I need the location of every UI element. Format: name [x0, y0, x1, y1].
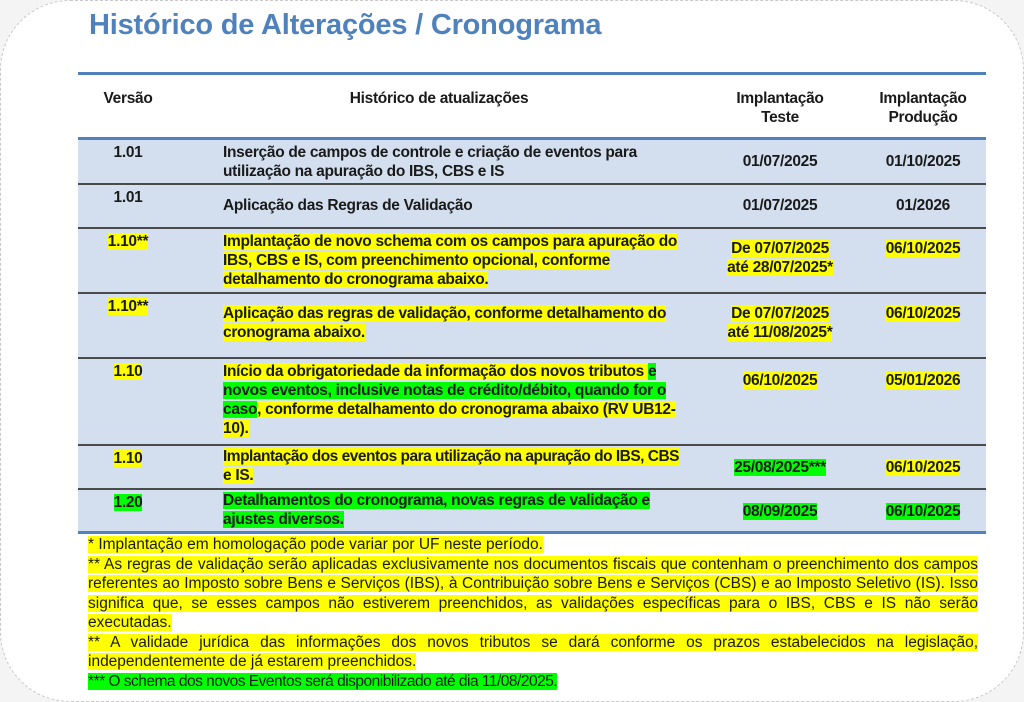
header-implantacao-producao: Implantação Produção: [879, 90, 967, 126]
footnote-3: ** A validade jurídica das informações dos novos tributos se dará conforme os prazos estabelecidos na legislação, independentemente de já estarem preenchidos.: [88, 633, 978, 670]
cell-producao: 06/10/2025: [885, 239, 961, 257]
cell-versao: 1.10**: [107, 232, 149, 250]
cell-versao: 1.01: [113, 188, 143, 206]
table-row: [78, 489, 986, 533]
page-title: Histórico de Alterações / Cronograma: [89, 9, 602, 41]
table-header-row: [78, 74, 986, 139]
table-row: [78, 228, 986, 293]
cell-historico: Detalhamentos do cronograma, novas regras de validação e ajustes diversos.: [223, 491, 650, 528]
cell-historico: Aplicação das regras de validação, conforme detalhamento do cronograma abaixo.: [223, 304, 667, 341]
cell-teste: 08/09/2025: [742, 502, 818, 520]
cell-versao: 1.10**: [107, 297, 149, 315]
header-versao: Versão: [103, 90, 153, 107]
cell-producao: 01/2026: [896, 197, 950, 214]
cell-versao: 1.10: [113, 449, 143, 467]
cell-historico: Início da obrigatoriedade da informação dos novos tributos e novos eventos, inclusive notas de crédito/débito, quando for o caso, conforme detalhamento do cronograma abaixo (RV UB12- 10).: [223, 362, 676, 437]
cell-teste: 25/08/2025***: [734, 459, 826, 476]
cell-producao: 06/10/2025: [885, 304, 961, 322]
cell-teste: 06/10/2025: [742, 371, 818, 389]
footnote-1: * Implantação em homologação pode variar por UF neste período.: [88, 536, 543, 553]
table-row: [78, 184, 986, 228]
cell-teste: De 07/07/2025 até 28/07/2025*: [727, 239, 833, 276]
header-historico: Histórico de atualizações: [349, 90, 529, 107]
cell-historico: Implantação de novo schema com os campos para apuração do IBS, CBS e IS, com preenchimento opcional, conforme detalhamento do cronograma abaixo.: [223, 232, 678, 288]
cell-historico: Aplicação das Regras de Validação: [223, 197, 473, 214]
table-row: [78, 445, 986, 489]
table-row: [78, 139, 986, 184]
table-row: [78, 358, 986, 445]
cell-producao: 06/10/2025: [885, 459, 961, 476]
table-row: [78, 293, 986, 358]
header-implantacao-teste: Implantação Teste: [736, 90, 824, 126]
cell-versao: 1.20: [113, 493, 143, 511]
cell-producao: 06/10/2025: [885, 502, 961, 520]
cell-historico: Inserção de campos de controle e criação de eventos para utilização na apuração do IBS, CBS e IS: [223, 144, 637, 180]
cell-teste: De 07/07/2025 até 11/08/2025*: [727, 304, 833, 341]
cell-producao: 01/10/2025: [885, 152, 961, 170]
cell-teste: 01/07/2025: [742, 197, 818, 214]
footnote-2: ** As regras de validação serão aplicadas exclusivamente nos documentos fiscais que contenham o preenchimento dos campos referentes ao Imposto sobre Bens e Serviços (IBS), à Contribuição sobre Bens e Serviços (CBS) e ao Imposto Seletivo (IS). Isso significa que, se esses campos não estiverem preenchidos, as validações específicas para o IBS, CBS e IS não serão executadas.: [88, 555, 978, 631]
footnote-4: *** O schema dos novos Eventos será disponibilizado até dia 11/08/2025.: [88, 672, 558, 690]
cell-versao: 1.01: [113, 144, 143, 161]
history-table: [78, 72, 986, 534]
cell-producao: 05/01/2026: [885, 371, 961, 389]
cell-historico: Implantação dos eventos para utilização na apuração do IBS, CBS e IS.: [223, 447, 680, 484]
cell-versao: 1.10: [113, 362, 143, 380]
footnotes: [88, 535, 978, 691]
cell-teste: 01/07/2025: [742, 152, 818, 170]
